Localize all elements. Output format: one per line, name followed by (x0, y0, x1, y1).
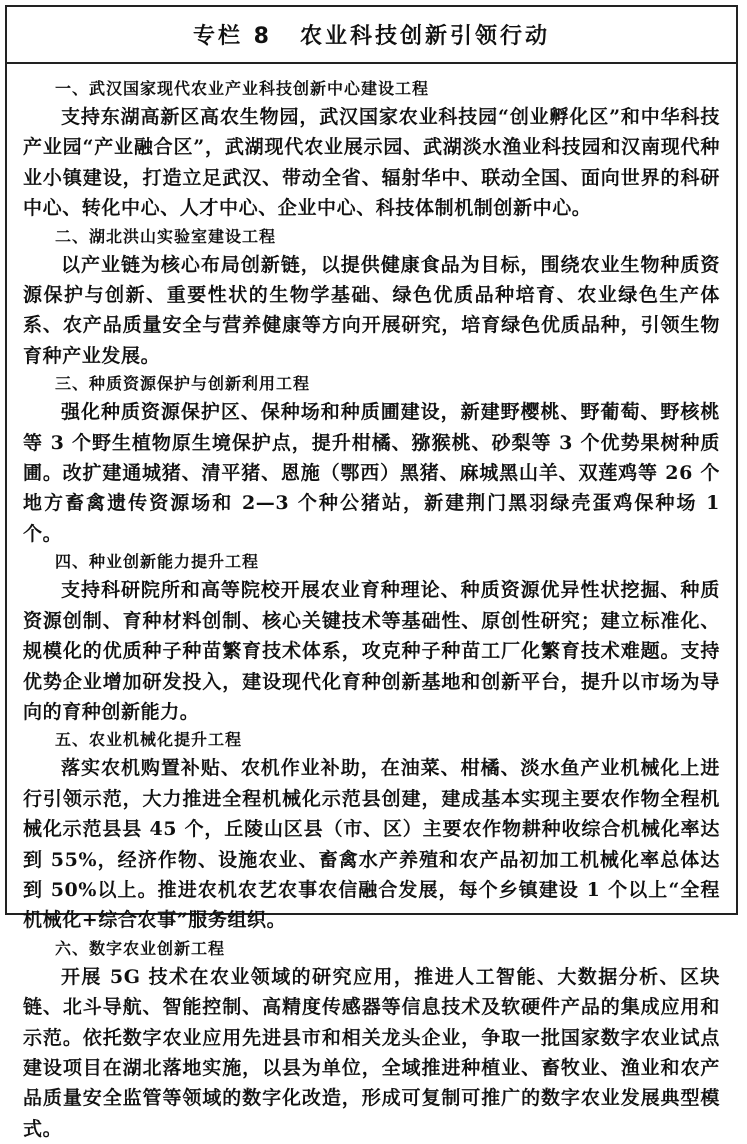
column-content (7, 64, 736, 1144)
column-title: 农业科技创新引领行动 (299, 24, 550, 49)
section-heading: 三、种质资源保护与创新利用工程 (55, 374, 311, 394)
section-heading: 五、农业机械化提升工程 (55, 730, 243, 750)
section-2 (23, 224, 720, 372)
section-5 (23, 727, 720, 935)
section-body: 开展 5G 技术在农业领域的研究应用，推进人工智能、大数据分析、区块链、北斗导航、智能控制、高精度传感器等信息技术及软硬件产品的集成应用和示范。依托数字农业应用先进县市和相关龙头企业，争取一批国家数字农业试点建设项目在湖北落地实施，以县为单位，全域推进种植业、畜牧业、渔业和农产品质量安全监管等领域的数字化改造，形成可复制可推广的数字农业发展典型模式。 (23, 965, 720, 1140)
section-body: 支持科研院所和高等院校开展农业育种理论、种质资源优异性状挖掘、种质资源创制、育种材料创制、核心关键技术等基础性、原创性研究；建立标准化、规模化的优质种子种苗繁育技术体系，攻克种子种苗工厂化繁育技术难题。支持优势企业增加研发投入，建设现代化育种创新基地和创新平台，提升以市场为导向的育种创新能力。 (23, 579, 720, 723)
section-heading: 六、数字农业创新工程 (55, 938, 226, 958)
column-title-bar (7, 7, 736, 64)
section-heading: 二、湖北洪山实验室建设工程 (55, 226, 277, 246)
section-body: 强化种质资源保护区、保种场和种质圃建设，新建野樱桃、野葡萄、野核桃等 3 个野生植物原生境保护点，提升柑橘、猕猴桃、砂梨等 3 个优势果树种质圃。改扩建通城猪、清平猪、恩施（鄂西）黑猪、麻城黑山羊、双莲鸡等 26 个地方畜禽遗传资源场和 2—3 个种公猪站，新建荆门黑羽绿壳蛋鸡保种场 1 个。 (23, 401, 720, 545)
section-body: 以产业链为核心布局创新链，以提供健康食品为目标，围绕农业生物种质资源保护与创新、重要性状的生物学基础、绿色优质品种培育、农业绿色生产体系、农产品质量安全与营养健康等方向开展研究，培育绿色优质品种，引领生物育种产业发展。 (23, 253, 720, 367)
section-heading: 四、种业创新能力提升工程 (55, 552, 260, 572)
section-heading: 一、武汉国家现代农业产业科技创新中心建设工程 (55, 79, 430, 98)
column-box (5, 5, 738, 1140)
section-body: 落实农机购置补贴、农机作业补助，在油菜、柑橘、淡水鱼产业机械化上进行引领示范，大力推进全程机械化示范县创建，建成基本实现主要农作物全程机械化示范县县 45 个，丘陵山区县（市、区）主要农作物耕种收综合机械化率达到 55%，经济作物、设施农业、畜禽水产养殖和农产品初加工机械化率总体达到 50%以上。推进农机农艺农事农信融合发展，每个乡镇建设 1 个以上“全程机械化+综合农事”服务组织。 (23, 757, 720, 932)
section-6 (23, 936, 720, 1144)
section-3 (23, 371, 720, 549)
section-body: 支持东湖高新区高农生物园，武汉国家农业科技园“创业孵化区”和中华科技产业园“产业融合区”，武湖现代农业展示园、武湖淡水渔业科技园和汉南现代种业小镇建设，打造立足武汉、带动全省、辐射华中、联动全国、面向世界的科研中心、转化中心、人才中心、企业中心、科技体制机制创新中心。 (23, 106, 720, 220)
section-4 (23, 549, 720, 727)
column-label: 专栏 8 (193, 24, 272, 49)
section-1 (23, 76, 720, 224)
